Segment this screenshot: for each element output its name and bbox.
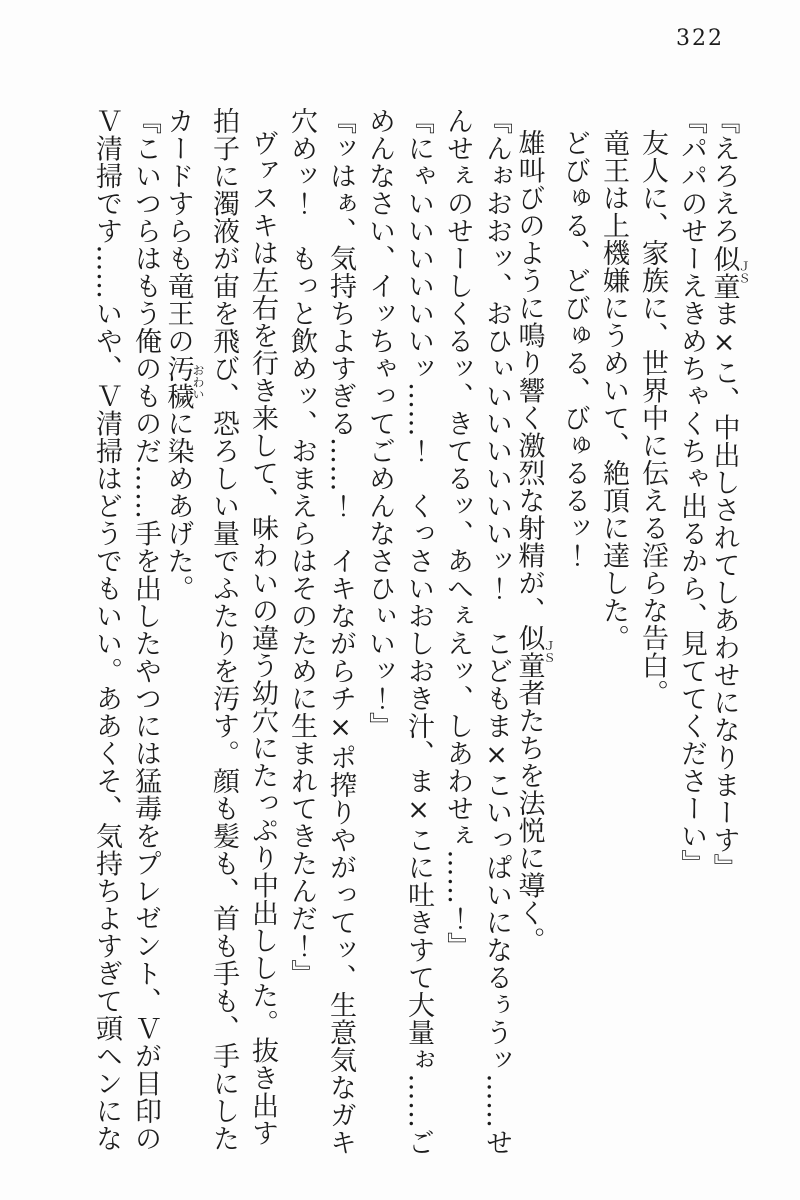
text-column: 『んぉおおッ、おひぃいいいいいいッ！ こどもま×こいっぱいになるぅうッ……せ [481, 107, 512, 1156]
text-column: 『にゃいいいいいいッ……！ くっさいおしおき汁、ま×こに吐きすて大量ぉ……ご [403, 107, 434, 1156]
text-column: ヴァスキは左右を行き来して、味わいの違う幼穴にたっぷり中出しした。抜き出す [247, 129, 278, 1147]
text-column: カードすらも竜王の汚穢おわいに染めあげた。 [162, 107, 205, 602]
novel-text-body [87, 107, 751, 1156]
furigana-ruby: 似童ＪＳ [513, 624, 556, 679]
text-column: 『パパのせーえきめちゃくちゃ出るから、見ててくださーい』 [676, 107, 707, 877]
text-column: Ｖ清掃です……いや、Ｖ清掃はどうでもいい。ああくそ、気持ちよすぎて頭ヘンにな [91, 107, 122, 1152]
text-column: 拍子に濁液が宙を飛び、恐ろしい量でふたりを汚す。顔も髪も、首も手も、手にした [208, 107, 239, 1152]
text-column: 穴めッ！ もっと飲めッ、おまえらはそのために生まれてきたんだ！』 [286, 107, 317, 987]
text-column: 竜王は上機嫌にうめいて、絶頂に達した。 [598, 129, 629, 652]
text-column: んせぇのせーしくるッ、きてるッ、あへぇえッ、しあわせぇ……！』 [442, 107, 473, 960]
text-column: 『えろえろ似童ＪＳま×こ、中出しされてしあわせになりまーす』 [708, 107, 751, 881]
furigana-ruby: 汚穢おわい [162, 354, 205, 410]
text-column: 友人に、家族に、世界中に伝える淫らな告白。 [637, 129, 668, 707]
text-column: 『こいつらはもう俺のものだ……手を出したやつには猛毒をプレゼント、Ｖが目印の [130, 107, 161, 1152]
page-number: 322 [676, 26, 724, 51]
text-column: 『ッはぁ、気持ちよすぎる……！ イキながらチ×ポ搾りやがってッ、生意気なガキ [325, 107, 356, 1156]
text-column: 雄叫びのように鳴り響く激烈な射精が、似童ＪＳ者たちを法悦に導く。 [513, 129, 556, 954]
text-column: めんなさい、イッちゃってごめんなさひぃいッ！』 [364, 107, 395, 740]
text-column: どびゅる、どびゅる、びゅるるッ！ [559, 129, 590, 569]
furigana-ruby: 似童ＪＳ [708, 244, 751, 300]
